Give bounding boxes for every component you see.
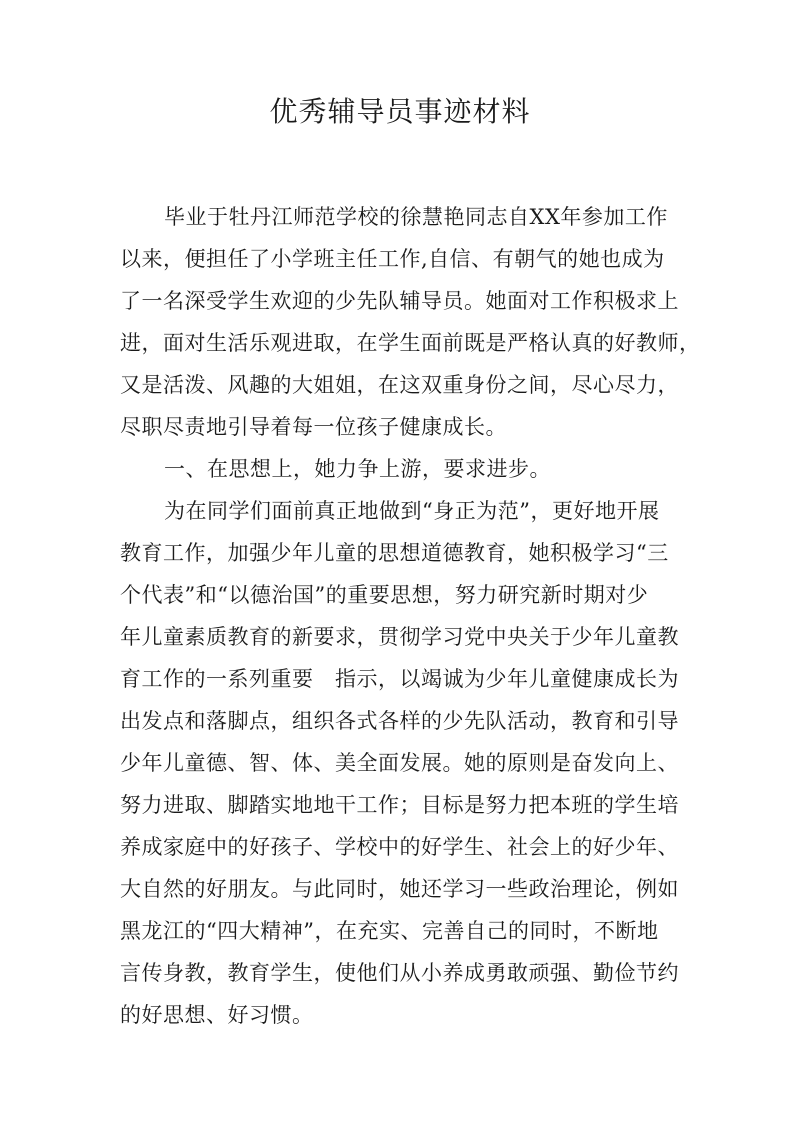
paragraph-line: 养成家庭中的好孩子、学校中的好学生、社会上的好少年、 <box>120 835 679 859</box>
paragraph-line: 育工作的一系列重要 指示，以竭诚为少年儿童健康成长为 <box>120 667 680 691</box>
paragraph-line: 以来，便担任了小学班主任工作,自信、有朝气的她也成为 <box>120 247 665 271</box>
paragraph-line: 大自然的好朋友。与此同时，她还学习一些政治理论，例如 <box>120 877 679 901</box>
paragraph-line: 了一名深受学生欢迎的少先队辅导员。她面对工作积极求上 <box>120 289 679 313</box>
paragraph-line: 个代表”和“以德治国”的重要思想，努力研究新时期对少 <box>120 583 649 607</box>
paragraph-line: 言传身教，教育学生，使他们从小养成勇敢顽强、勤俭节约 <box>120 961 679 985</box>
section-heading: 一、在思想上，她力争上游，要求进步。 <box>164 457 551 481</box>
paragraph-line: 为在同学们面前真正地做到“身正为范”，更好地开展 <box>164 499 660 523</box>
paragraph-line: 出发点和落脚点，组织各式各样的少先队活动，教育和引导 <box>120 709 679 733</box>
paragraph-line: 教育工作，加强少年儿童的思想道德教育，她积极学习“三 <box>120 541 669 565</box>
paragraph-line: 努力进取、脚踏实地地干工作；目标是努力把本班的学生培 <box>120 793 679 817</box>
paragraph-line: 年儿童素质教育的新要求，贯彻学习党中央关于少年儿童教 <box>120 625 679 649</box>
document-title: 优秀辅导员事迹材料 <box>269 95 531 128</box>
paragraph-line: 尽职尽责地引导着每一位孩子健康成长。 <box>120 415 507 439</box>
paragraph-line: 毕业于牡丹江师范学校的徐慧艳同志自XX年参加工作 <box>164 205 668 229</box>
paragraph-line: 黑龙江的“四大精神”，在充实、完善自己的同时，不断地 <box>120 919 659 943</box>
paragraph-line: 的好思想、好习惯。 <box>120 1003 314 1027</box>
document-body <box>120 196 701 1036</box>
paragraph-line: 少年儿童德、智、体、美全面发展。她的原则是奋发向上、 <box>120 751 679 775</box>
paragraph-line: 进，面对生活乐观进取，在学生面前既是严格认真的好教师， <box>120 331 701 355</box>
paragraph-line: 又是活泼、风趣的大姐姐，在这双重身份之间，尽心尽力， <box>120 373 679 397</box>
